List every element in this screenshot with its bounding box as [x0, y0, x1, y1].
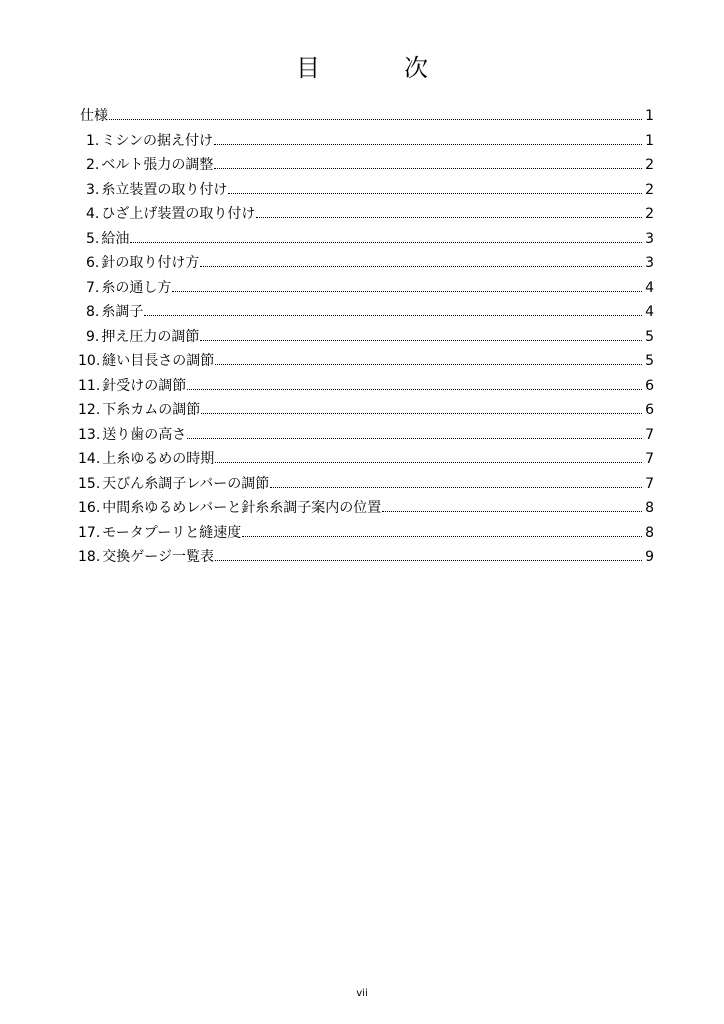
toc-entry[interactable] [78, 545, 654, 570]
toc-entry-number: 4. [86, 206, 100, 222]
toc-entry-number: 2. [86, 157, 100, 173]
toc-entry[interactable] [78, 447, 654, 472]
toc-entry[interactable] [78, 129, 654, 154]
toc-entry[interactable] [78, 104, 654, 129]
toc-entry[interactable] [78, 374, 654, 399]
toc-entry-number: 15. [78, 475, 101, 492]
toc-entry[interactable] [78, 349, 654, 374]
toc-entry-label: 中間糸ゆるめレバーと針糸糸調子案内の位置 [102, 500, 382, 516]
toc-leader-dots [200, 339, 642, 341]
toc-entry-label: ひざ上げ装置の取り付け [101, 206, 256, 222]
toc-entry[interactable] [78, 251, 654, 276]
toc-entry-label: モータプーリと縫速度 [102, 524, 242, 541]
toc-entry-label: 縫い目長さの調節 [102, 353, 215, 369]
toc-entry-number: 8. [86, 304, 100, 320]
toc-leader-dots [187, 388, 642, 390]
toc-leader-dots [144, 314, 642, 316]
toc-entry-label: ベルト張力の調整 [101, 157, 214, 173]
toc-entry-number: 6. [86, 255, 100, 271]
toc-leader-dots [242, 535, 642, 537]
toc-entry[interactable] [78, 276, 654, 301]
toc-leader-dots [172, 290, 642, 292]
toc-entry[interactable] [78, 472, 654, 497]
toc-entry-number: 1. [86, 132, 100, 149]
toc-leader-dots [200, 265, 642, 267]
toc-entry[interactable] [78, 202, 654, 227]
toc-leader-dots [201, 412, 642, 414]
toc-entry-page: 7 [645, 426, 654, 443]
page-number: vii [356, 988, 368, 999]
toc-entry-page: 7 [645, 451, 654, 467]
toc-leader-dots [256, 216, 642, 218]
toc-entry-page: 6 [645, 377, 654, 394]
toc-entry-label: 仕様 [80, 108, 108, 124]
toc-leader-dots [215, 461, 642, 463]
toc-entry-number: 13. [78, 426, 101, 443]
table-of-contents [78, 104, 654, 570]
toc-entry-page: 2 [645, 157, 654, 173]
toc-entry[interactable] [78, 153, 654, 178]
toc-entry-number: 18. [78, 549, 101, 565]
toc-entry-page: 8 [645, 524, 654, 541]
toc-entry-number: 7. [86, 279, 100, 296]
toc-entry[interactable] [78, 521, 654, 546]
toc-leader-dots [109, 118, 642, 120]
toc-entry-page: 7 [645, 475, 654, 492]
toc-entry-page: 8 [645, 500, 654, 516]
toc-entry-number: 10. [78, 353, 101, 369]
toc-leader-dots [214, 167, 642, 169]
toc-entry-number: 16. [78, 500, 101, 516]
toc-leader-dots [270, 486, 642, 488]
toc-entry[interactable] [78, 496, 654, 521]
toc-entry[interactable] [78, 300, 654, 325]
toc-entry-label: 下糸カムの調節 [102, 402, 201, 418]
toc-entry-page: 2 [645, 206, 654, 222]
toc-entry-label: 交換ゲージ一覧表 [102, 549, 214, 565]
toc-leader-dots [214, 143, 642, 145]
toc-entry-page: 4 [645, 279, 654, 296]
toc-entry[interactable] [78, 423, 654, 448]
toc-entry-number: 17. [78, 524, 101, 541]
toc-entry-page: 4 [645, 304, 654, 320]
toc-entry[interactable] [78, 227, 654, 252]
toc-entry-label: 針受けの調節 [102, 377, 187, 394]
toc-entry-label: 糸調子 [101, 304, 144, 320]
toc-leader-dots [382, 510, 642, 512]
toc-leader-dots [215, 363, 642, 365]
toc-entry-number: 9. [86, 328, 100, 345]
toc-entry-label: 天びん糸調子レバーの調節 [102, 475, 270, 492]
toc-entry-page: 5 [645, 328, 654, 345]
toc-entry-label: 糸立装置の取り付け [101, 181, 228, 198]
toc-entry[interactable] [78, 325, 654, 350]
toc-entry-number: 11. [78, 377, 101, 394]
toc-entry-label: 針の取り付け方 [101, 255, 200, 271]
toc-entry-label: 糸の通し方 [101, 279, 172, 296]
toc-entry-number: 12. [78, 402, 101, 418]
toc-leader-dots [130, 241, 642, 243]
toc-entry-page: 3 [645, 230, 654, 247]
toc-entry-page: 3 [645, 255, 654, 271]
toc-entry-page: 9 [645, 549, 654, 565]
toc-entry[interactable] [78, 398, 654, 423]
toc-leader-dots [215, 559, 642, 561]
toc-entry-label: 給油 [101, 230, 130, 247]
toc-entry-number: 5. [86, 230, 100, 247]
toc-entry-label: 送り歯の高さ [102, 426, 187, 443]
toc-entry-page: 5 [645, 353, 654, 369]
page-title: 目 次 [296, 54, 458, 82]
toc-entry-label: 押え圧力の調節 [101, 328, 200, 345]
toc-entry-page: 6 [645, 402, 654, 418]
toc-leader-dots [187, 437, 642, 439]
toc-entry-page: 1 [645, 108, 654, 124]
toc-entry-page: 2 [645, 181, 654, 198]
toc-entry[interactable] [78, 178, 654, 203]
toc-entry-number: 3. [86, 181, 100, 198]
toc-entry-label: 上糸ゆるめの時期 [102, 451, 215, 467]
toc-entry-label: ミシンの据え付け [101, 132, 214, 149]
toc-entry-number: 14. [78, 451, 101, 467]
toc-entry-page: 1 [645, 132, 654, 149]
toc-leader-dots [228, 192, 642, 194]
